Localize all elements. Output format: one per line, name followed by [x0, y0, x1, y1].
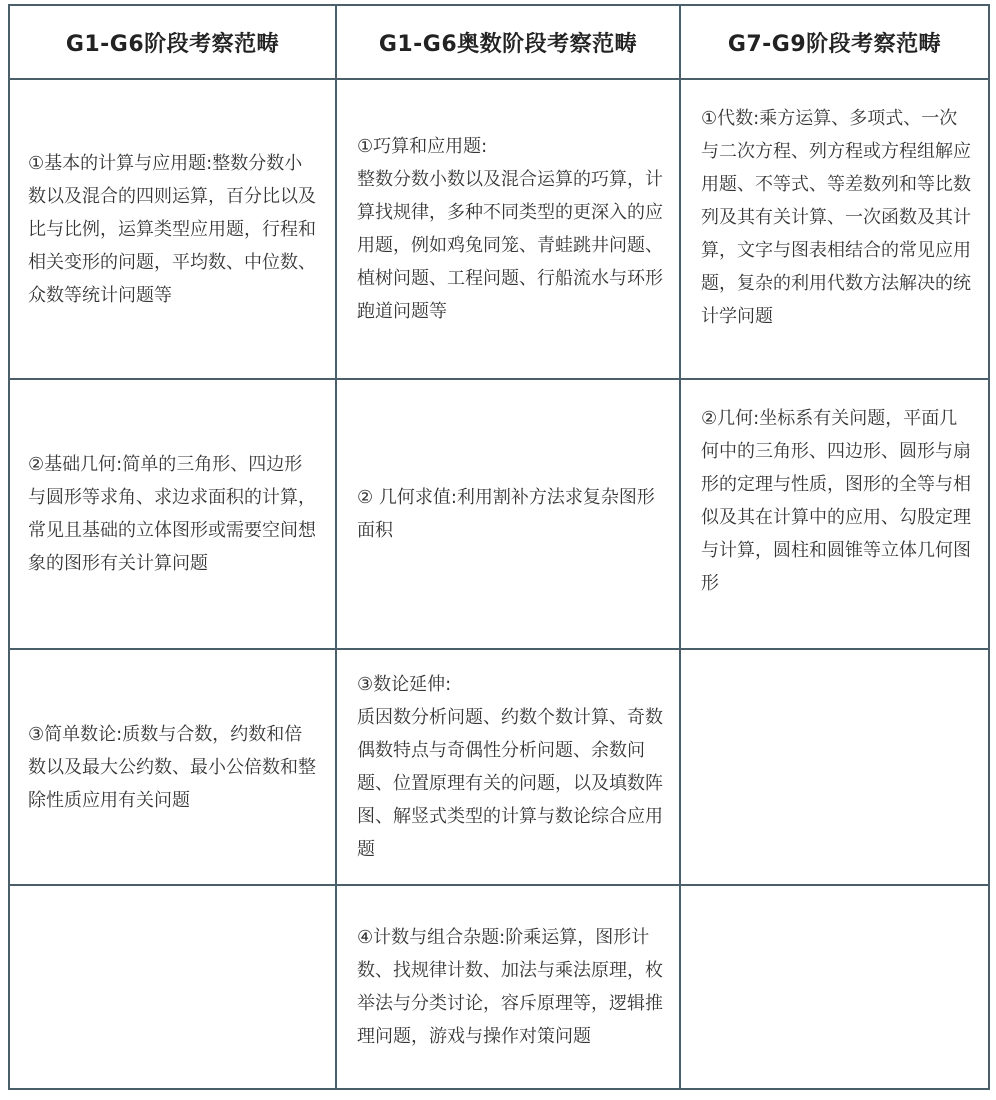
table-row [9, 379, 989, 649]
cell-g1-g6-calculation [9, 79, 336, 379]
cell-olympiad-smart-calculation [336, 79, 680, 379]
cell-g1-g6-number-theory [9, 649, 336, 885]
table-row [9, 79, 989, 379]
cell-text: ②基础几何:简单的三角形、四边形与圆形等求角、求边求面积的计算，常见且基础的立体图形或需要空间想象的图形有关计算问题 [28, 454, 316, 574]
cell-empty [9, 885, 336, 1089]
header-row [9, 5, 989, 79]
cell-text: ④计数与组合杂题:阶乘运算，图形计数、找规律计数、加法与乘法原理，枚举法与分类讨论，容斥原理等，逻辑推理问题，游戏与操作对策问题 [357, 927, 663, 1047]
table-row [9, 885, 989, 1089]
header-g7-g9: G7-G9阶段考察范畴 [680, 5, 989, 79]
cell-olympiad-number-theory [336, 649, 680, 885]
cell-text: ②几何:坐标系有关问题，平面几何中的三角形、四边形、圆形与扇形的定理与性质，图形的全等与相似及其在计算中的应用、勾股定理与计算，圆柱和圆锥等立体几何图形 [701, 408, 971, 594]
cell-olympiad-geometry [336, 379, 680, 649]
cell-olympiad-combinatorics [336, 885, 680, 1089]
cell-text: ①基本的计算与应用题:整数分数小数以及混合的四则运算，百分比以及比与比例，运算类型应用题，行程和相关变形的问题，平均数、中位数、众数等统计问题等 [28, 152, 316, 306]
cell-text: ③简单数论:质数与合数，约数和倍数以及最大公约数、最小公倍数和整除性质应用有关问题 [28, 723, 316, 811]
table-row [9, 649, 989, 885]
cell-text: ①巧算和应用题: 整数分数小数以及混合运算的巧算，计算找规律，多种不同类型的更深入的应用题，例如鸡兔同笼、青蛙跳井问题、植树问题、工程问题、行船流水与环形跑道问题等 [357, 136, 663, 322]
scope-table-container [8, 4, 988, 1090]
header-g1-g6-olympiad: G1-G6奥数阶段考察范畴 [336, 5, 680, 79]
cell-g7-g9-geometry [680, 379, 989, 649]
cell-text: ② 几何求值:利用割补方法求复杂图形面积 [357, 487, 655, 541]
cell-text: ①代数:乘方运算、多项式、一次与二次方程、列方程或方程组解应用题、不等式、等差数列和等比数列及其有关计算、一次函数及其计算，文字与图表相结合的常见应用题，复杂的利用代数方法解决的统计学问题 [701, 108, 971, 327]
exam-scope-table [8, 4, 990, 1090]
cell-g7-g9-algebra [680, 79, 989, 379]
cell-g1-g6-geometry [9, 379, 336, 649]
cell-empty [680, 885, 989, 1089]
header-g1-g6: G1-G6阶段考察范畴 [9, 5, 336, 79]
cell-empty [680, 649, 989, 885]
cell-text: ③数论延伸: 质因数分析问题、约数个数计算、奇数偶数特点与奇偶性分析问题、余数问题、位置原理有关的问题，以及填数阵图、解竖式类型的计算与数论综合应用题 [357, 674, 663, 860]
